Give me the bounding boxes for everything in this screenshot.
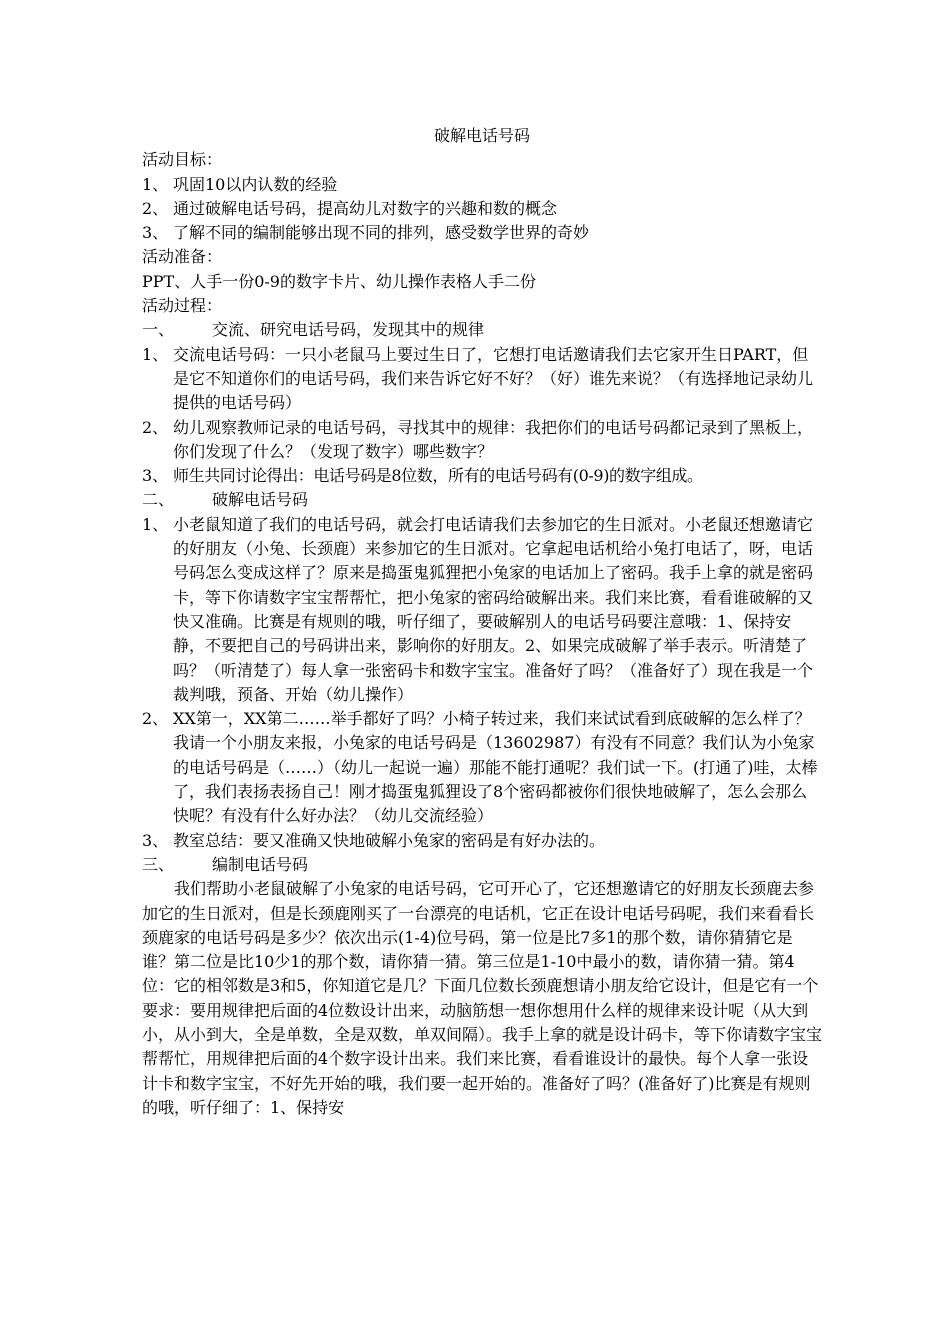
step-number: 3、 [142,466,169,486]
section-number: 二、 [142,490,175,510]
goal-number: 3、 [142,223,169,243]
goal-number: 2、 [142,198,169,218]
step-text: 小老鼠知道了我们的电话号码，就会打电话请我们去参加它的生日派对。小老鼠还想邀请它的好朋友（小兔、长颈鹿）来参加它的生日派对。它拿起电话机给小兔打电话了，呀，电话号码怎么变成这样了？原来是捣蛋鬼狐狸把小兔家的电话加上了密码。我手上拿的就是密码卡，等下你请数字宝宝帮帮忙，把小兔家的密码给破解出来。我们来比赛，看看谁破解的又快又准确。比赛是有规则的哦，听仔细了，要破解别人的电话号码要注意哦：1、保持安静，不要把自己的号码讲出来，影响你的好朋友。2、如果完成破解了举手表示。听清楚了吗？（听清楚了）每人拿一张密码卡和数字宝宝。准备好了吗？（准备好了）现在我是一个裁判哦，预备、开始（幼儿操作） [173,514,814,704]
step-number: 1、 [142,344,169,364]
process-heading: 活动过程： [142,296,223,316]
section-title: 交流、研究电话号码，发现其中的规律 [212,320,485,340]
section-title: 编制电话号码 [212,854,309,874]
goals-heading: 活动目标： [142,150,223,170]
step-text: 交流电话号码：一只小老鼠马上要过生日了，它想打电话邀请我们去它家开生日PART，但是它不知道你们的电话号码，我们来告诉它好不好？（好）谁先来说？（有选择地记录幼儿提供的电话号码） [173,344,814,413]
step-text: 师生共同讨论得出：电话号码是8位数，所有的电话号码有(0-9)的数字组成。 [173,466,703,486]
step-item [142,707,822,828]
section-heading [142,318,822,342]
step-text: XX第一，XX第二……举手都好了吗？小椅子转过来，我们来试试看到底破解的怎么样了？我请一个小朋友来报，小兔家的电话号码是（13602987）有没有不同意？我们认为小兔家的电话号码是（……）（幼儿一起说一遍）那能不能打通呢？我们试一下。(打通了)哇，太棒了，我们表扬表扬自己！刚才捣蛋鬼狐狸设了8个密码都被你们很快地破解了，怎么会那么快呢？有没有什么好办法？（幼儿交流经验） [173,709,818,826]
step-item [142,343,822,416]
goal-item [142,173,822,197]
step-item [142,416,822,465]
step-number: 3、 [142,830,169,850]
step-number: 1、 [142,514,169,534]
step-item [142,464,822,488]
section-number: 一、 [142,320,175,340]
goal-text: 了解不同的编制能够出现不同的排列，感受数学世界的奇妙 [173,223,590,243]
step-text: 幼儿观察教师记录的电话号码，寻找其中的规律：我把你们的电话号码都记录到了黑板上，你们发现了什么？（发现了数字）哪些数字？ [173,417,814,461]
section-heading [142,853,822,877]
step-item [142,829,822,853]
step-text: 教室总结：要又准确又快地破解小兔家的密码是有好办法的。 [173,830,606,850]
section-title: 破解电话号码 [212,490,309,510]
section-paragraph: 我们帮助小老鼠破解了小兔家的电话号码，它可开心了，它还想邀请它的好朋友长颈鹿去参加它的生日派对，但是长颈鹿刚买了一台漂亮的电话机，它正在设计电话号码呢，我们来看看长颈鹿家的电话号码是多少？依次出示(1-4)位号码，第一位是比7多1的那个数，请你猜猜它是谁？第二位是比10少1的那个数，请你猜一猜。第三位是1-10中最小的数，请你猜一猜。第4位：它的相邻数是3和5，你知道它是几？下面几位数长颈鹿想请小朋友给它设计，但是它有一个要求：要用规律把后面的4位数设计出来，动脑筋想一想你想用什么样的规律来设计呢（从大到小，从小到大，全是单数，全是双数，单双间隔）。我手上拿的就是设计码卡，等下你请数字宝宝帮帮忙，用规律把后面的4个数字设计出来。我们来比赛，看看谁设计的最快。每个人拿一张设计卡和数字宝宝，不好先开始的哦，我们要一起开始的。准备好了吗？(准备好了)比赛是有规则的哦，听仔细了：1、保持安 [142,879,823,1117]
document-title: 破解电话号码 [433,126,530,145]
document-content [142,124,822,1120]
prep-heading: 活动准备： [142,247,223,267]
step-number: 2、 [142,417,169,437]
section-heading [142,488,822,512]
step-item [142,513,822,707]
goal-number: 1、 [142,174,169,194]
goal-text: 巩固10以内认数的经验 [173,174,338,194]
goal-text: 通过破解电话号码，提高幼儿对数字的兴趣和数的概念 [173,198,558,218]
step-number: 2、 [142,709,169,729]
goal-item [142,221,822,245]
section-number: 三、 [142,854,175,874]
goal-item [142,197,822,221]
prep-text: PPT、人手一份0-9的数字卡片、幼儿操作表格人手二份 [142,271,536,291]
